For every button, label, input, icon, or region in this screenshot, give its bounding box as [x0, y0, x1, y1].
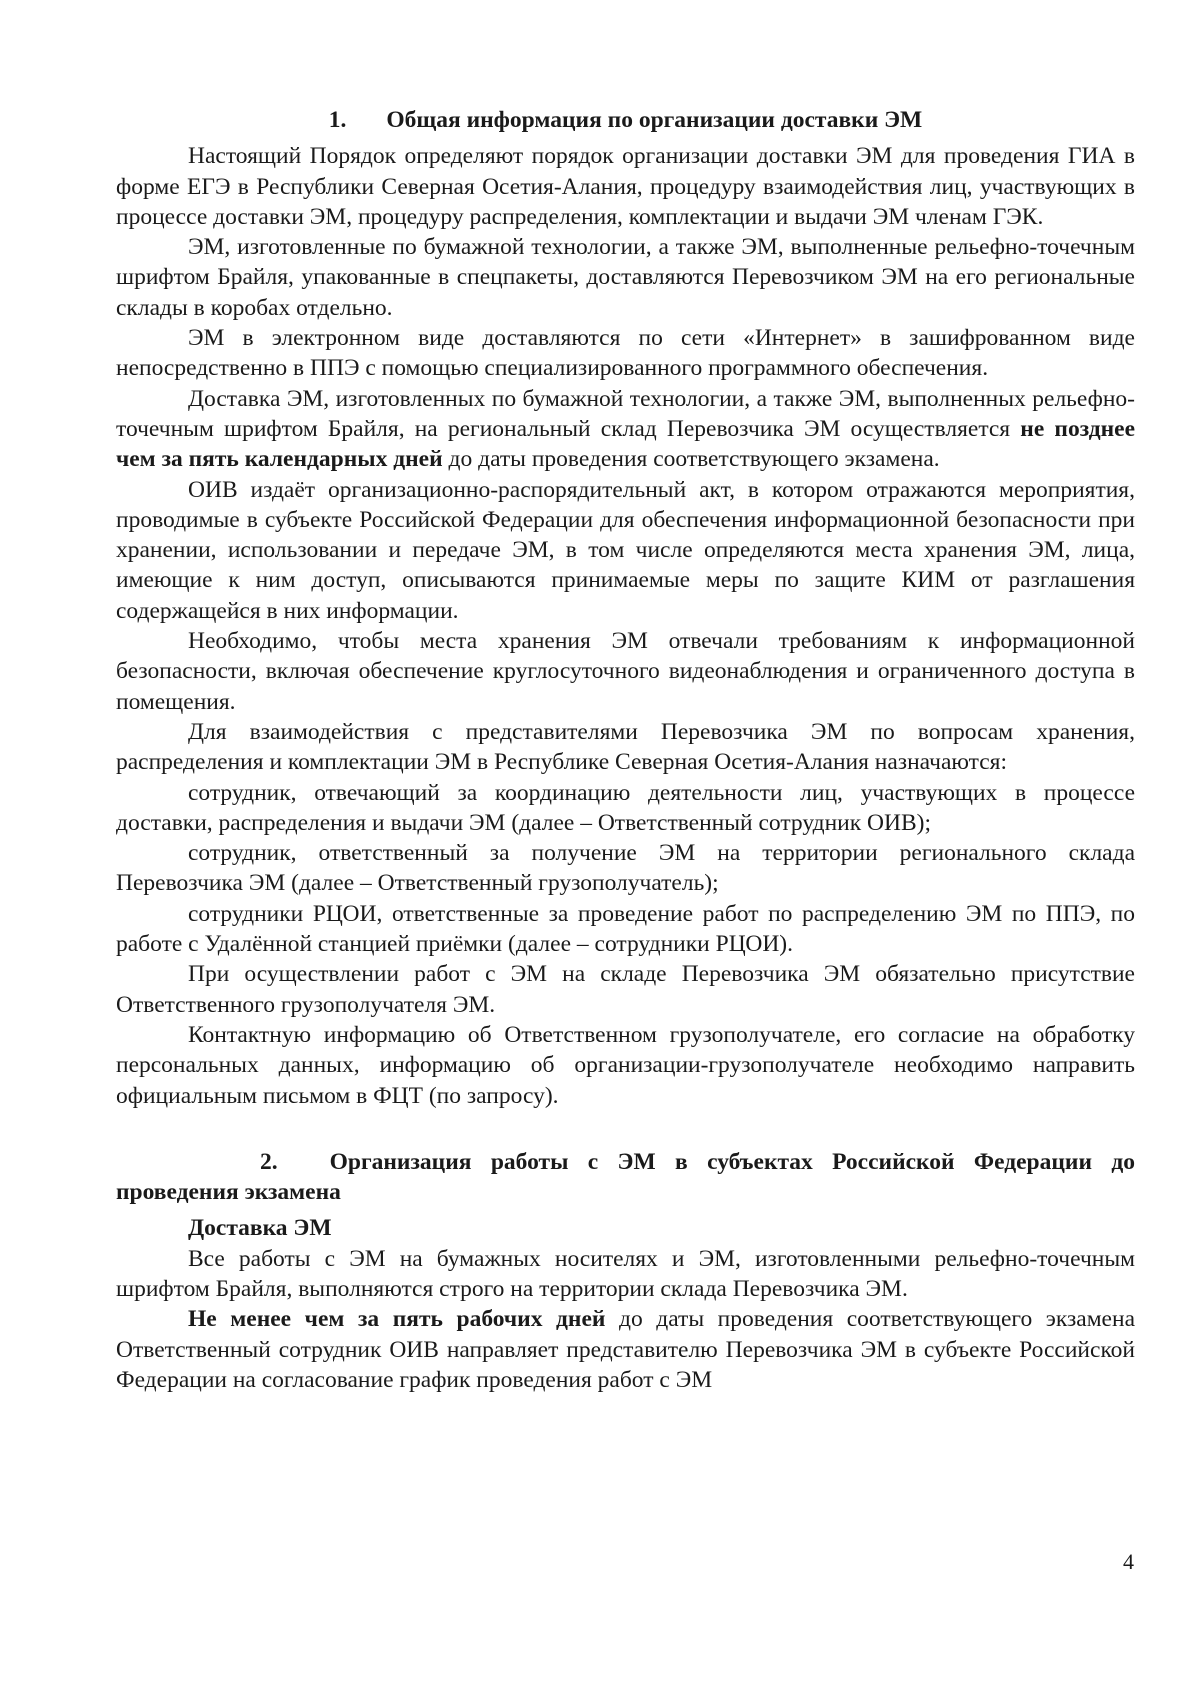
section-1-title: Общая информация по организации доставки ЭМ [386, 107, 923, 133]
paragraph: Все работы с ЭМ на бумажных носителях и ЭМ, изготовленными рельефно-точечным шрифтом Брайля, выполняются строго на территории склада Перевозчика ЭМ. [116, 1245, 1135, 1302]
paragraph: ОИВ издаёт организационно-распорядительный акт, в котором отражаются мероприятия, проводимые в субъекте Российской Федерации для обеспечения информационной безопасности при хранении, использовании и передаче ЭМ, в том числе определяются места хранения ЭМ, лица, имеющие к ним доступ, описываются принимаемые меры по защите КИМ от разглашения содержащейся в них информации. [116, 476, 1135, 624]
section-2-title: Организация работы с ЭМ в субъектах Российской Федерации до проведения экзамена [116, 1148, 1135, 1206]
text-run: Доставка ЭМ, изготовленных по бумажной технологии, а также ЭМ, выполненных рельефно-точечным шрифтом Брайля, на региональный склад Перевозчика ЭМ осуществляется [116, 385, 1135, 442]
paragraph [116, 384, 1135, 475]
bold-deadline: не позднее чем за пять календарных дней [116, 415, 1135, 473]
paragraph: сотрудники РЦОИ, ответственные за проведение работ по распределению ЭМ по ППЭ, по работе с Удалённой станцией приёмки (далее – сотрудники РЦОИ). [116, 900, 1135, 958]
paragraph: сотрудник, отвечающий за координацию деятельности лиц, участвующих в процессе доставки, распределения и выдачи ЭМ (далее – Ответственный сотрудник ОИВ); [116, 779, 1135, 836]
text-run: до даты проведения соответствующего экзамена. [442, 446, 940, 473]
section-1-heading [116, 105, 1135, 135]
paragraph: При осуществлении работ с ЭМ на складе Перевозчика ЭМ обязательно присутствие Ответственного грузополучателя ЭМ. [116, 961, 1135, 1018]
text-run: до даты проведения соответствующего экзамена Ответственный сотрудник ОИВ направляет представителю Перевозчика ЭМ в субъекте Российской Федерации на согласование график проведения работ с ЭМ [116, 1306, 1135, 1393]
page-number: 4 [1123, 1549, 1134, 1574]
subheading-delivery: Доставка ЭМ [188, 1215, 332, 1242]
section-2-heading [116, 1147, 1135, 1208]
paragraph: ЭМ в электронном виде доставляются по сети «Интернет» в зашифрованном виде непосредственно в ППЭ с помощью специализированного программного обеспечения. [116, 325, 1135, 382]
section-1-number: 1. [328, 107, 347, 133]
bold-deadline: Не менее чем за пять рабочих дней [188, 1306, 606, 1333]
paragraph: Настоящий Порядок определяют порядок организации доставки ЭМ для проведения ГИА в форме ЕГЭ в Республики Северная Осетия-Алания, процедуру взаимодействия лиц, участвующих в процессе доставки ЭМ, процедуру распределения, комплектации и выдачи ЭМ членам ГЭК. [116, 143, 1135, 230]
paragraph: сотрудник, ответственный за получение ЭМ на территории регионального склада Перевозчика ЭМ (далее – Ответственный грузополучатель); [116, 840, 1135, 897]
paragraph: Контактную информацию об Ответственном грузополучателе, его согласие на обработку персональных данных, информацию об организации-грузополучателе необходимо направить официальным письмом в ФЦТ (по запросу). [116, 1021, 1135, 1109]
paragraph: Для взаимодействия с представителями Перевозчика ЭМ по вопросам хранения, распределения и комплектации ЭМ в Республике Северная Осетия-Алания назначаются: [116, 718, 1135, 776]
paragraph [116, 1304, 1135, 1395]
section-2-number: 2. [260, 1148, 278, 1175]
paragraph: ЭМ, изготовленные по бумажной технологии, а также ЭМ, выполненные рельефно-точечным шрифтом Брайля, упакованные в спецпакеты, доставляются Перевозчиком ЭМ на его региональные склады в коробах отдельно. [116, 234, 1135, 321]
paragraph: Необходимо, чтобы места хранения ЭМ отвечали требованиям к информационной безопасности, включая обеспечение круглосуточного видеонаблюдения и ограниченного доступа в помещения. [116, 628, 1135, 715]
